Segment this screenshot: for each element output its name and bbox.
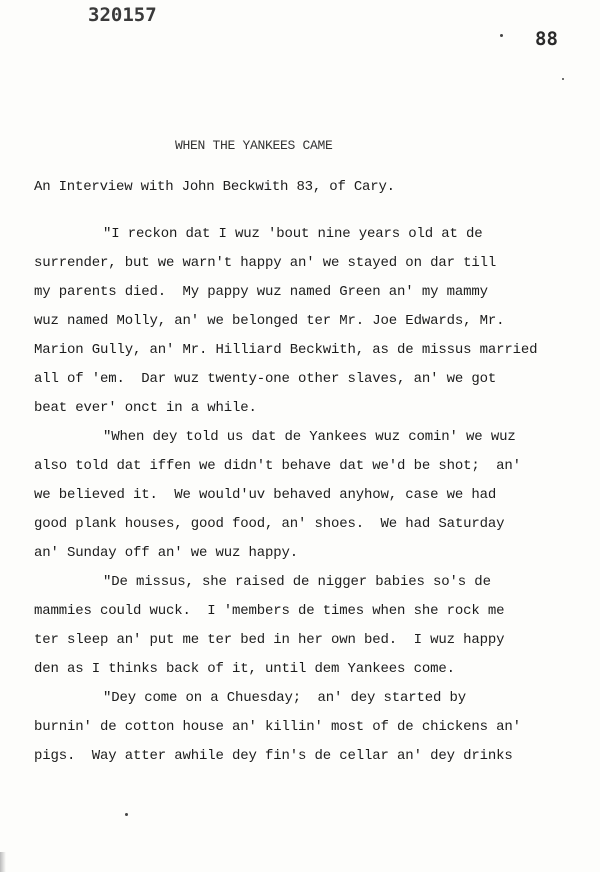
text-line: we believed it. We would'uv behaved anyhow, case we had	[34, 487, 497, 503]
document-title: WHEN THE YANKEES CAME	[175, 138, 333, 153]
text-line: good plank houses, good food, an' shoes. We had Saturday	[34, 516, 505, 532]
text-line: mammies could wuck. I 'members de times when she rock me	[34, 603, 505, 619]
ink-speck	[500, 34, 503, 37]
paragraph-first-line: "When dey told us dat de Yankees wuz comin' we wuz	[103, 429, 516, 445]
text-line: all of 'em. Dar wuz twenty-one other slaves, an' we got	[34, 371, 497, 387]
archive-stamp-number: 320157	[88, 4, 157, 26]
document-body	[34, 225, 594, 776]
paragraph-first-line: "Dey come on a Chuesday; an' dey started by	[103, 690, 467, 706]
text-line: pigs. Way atter awhile dey fin's de cellar an' dey drinks	[34, 748, 513, 764]
text-line: beat ever' onct in a while.	[34, 400, 257, 416]
text-line: den as I thinks back of it, until dem Yankees come.	[34, 661, 455, 677]
ink-speck	[562, 78, 564, 80]
paragraph-first-line: "I reckon dat I wuz 'bout nine years old at de	[103, 226, 483, 242]
text-line: an' Sunday off an' we wuz happy.	[34, 545, 299, 561]
ink-speck	[125, 813, 128, 816]
text-line: my parents died. My pappy wuz named Green an' my mammy	[34, 284, 488, 300]
text-line: surrender, but we warn't happy an' we stayed on dar till	[34, 255, 497, 271]
page-number: 88	[535, 28, 558, 50]
text-line: also told dat iffen we didn't behave dat we'd be shot; an'	[34, 458, 521, 474]
document-byline: An Interview with John Beckwith 83, of Cary.	[34, 179, 395, 195]
text-line: ter sleep an' put me ter bed in her own bed. I wuz happy	[34, 632, 505, 648]
scan-edge	[0, 852, 6, 872]
text-line: burnin' de cotton house an' killin' most of de chickens an'	[34, 719, 521, 735]
text-line: wuz named Molly, an' we belonged ter Mr. Joe Edwards, Mr.	[34, 313, 505, 329]
paragraph-first-line: "De missus, she raised de nigger babies so's de	[103, 574, 491, 590]
text-line: Marion Gully, an' Mr. Hilliard Beckwith, as de missus married	[34, 342, 538, 358]
